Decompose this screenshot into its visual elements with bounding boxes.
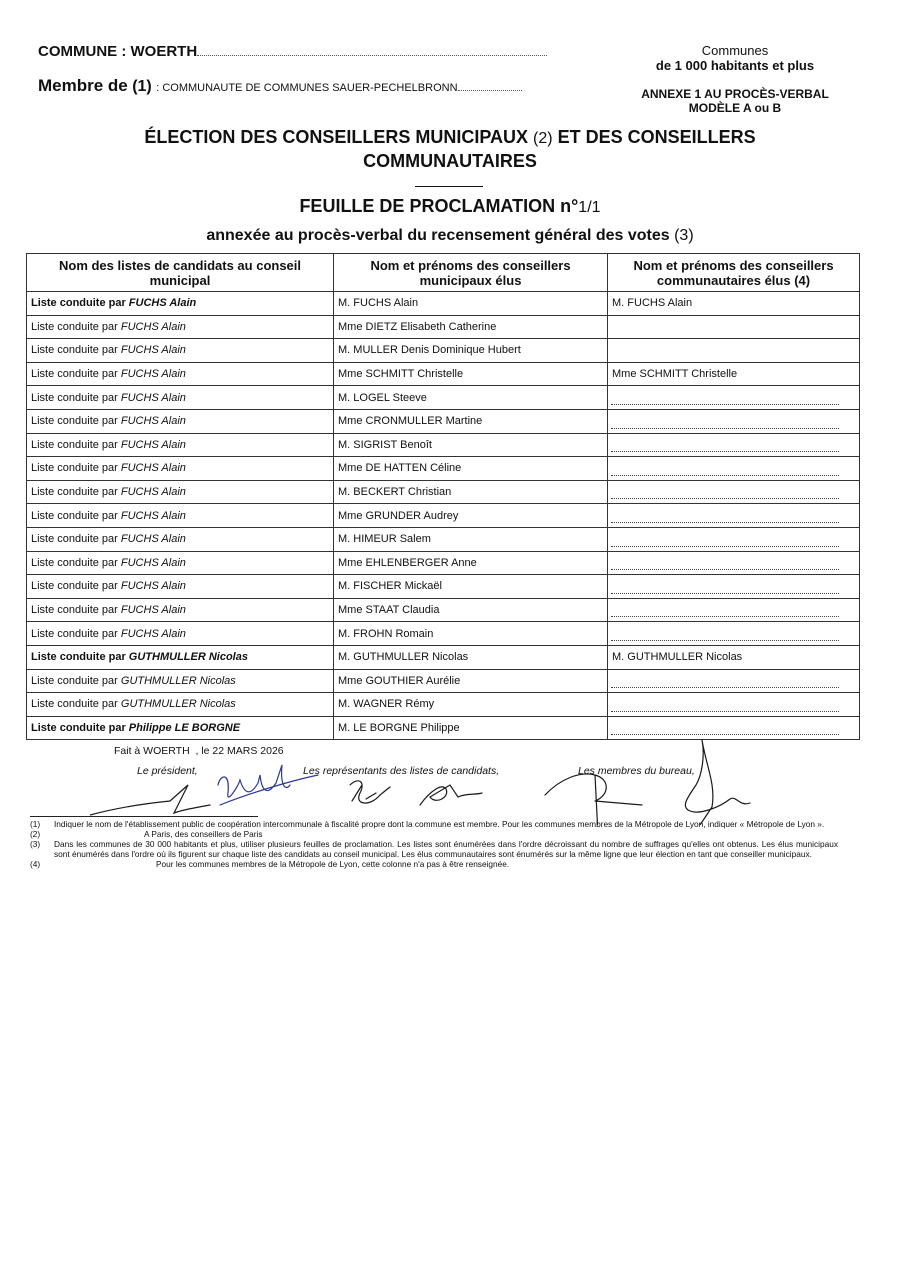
representants-label: Les représentants des listes de candidats, <box>303 765 500 777</box>
empty-dotted-line <box>611 711 839 712</box>
conseiller-communautaire-cell: M. GUTHMULLER Nicolas <box>608 645 860 669</box>
table-row <box>27 433 860 457</box>
list-prefix: Liste conduite par <box>31 533 121 546</box>
table-row <box>27 457 860 481</box>
footnote-number: (3) <box>30 839 41 849</box>
feuille-title <box>60 196 840 217</box>
conseiller-municipal-cell: Mme GRUNDER Audrey <box>334 504 608 528</box>
list-prefix: Liste conduite par <box>31 721 129 734</box>
membres-label: Les membres du bureau, <box>578 765 695 777</box>
list-leader: GUTHMULLER Nicolas <box>120 698 236 711</box>
conseiller-communautaire-cell <box>608 551 860 575</box>
list-name-cell <box>27 693 334 717</box>
table-row <box>27 315 860 339</box>
header-communautaires: Nom et prénoms des conseillers communautaires élus (4) <box>608 254 860 292</box>
conseiller-municipal-cell: Mme DE HATTEN Céline <box>334 457 608 481</box>
conseiller-communautaire-cell: M. FUCHS Alain <box>608 292 860 316</box>
table-row <box>27 669 860 693</box>
list-prefix: Liste conduite par <box>31 604 121 617</box>
footnote-number: (2) <box>30 829 41 839</box>
fait-place: Fait à WOERTH <box>114 745 190 757</box>
conseiller-municipal-cell: M. WAGNER Rémy <box>334 693 608 717</box>
list-leader: GUTHMULLER Nicolas <box>128 651 248 664</box>
list-leader: FUCHS Alain <box>120 486 186 499</box>
footnotes <box>30 819 838 869</box>
list-prefix: Liste conduite par <box>31 627 121 640</box>
table-header-row <box>27 254 860 292</box>
conseiller-municipal-cell: M. HIMEUR Salem <box>334 527 608 551</box>
empty-dotted-line <box>611 687 839 688</box>
list-prefix: Liste conduite par <box>31 320 121 333</box>
conseiller-municipal-cell: M. FUCHS Alain <box>334 292 608 316</box>
title-ref: (2) <box>533 130 553 147</box>
list-leader: FUCHS Alain <box>120 533 186 546</box>
list-leader: Philippe LE BORGNE <box>128 721 241 734</box>
commune-line <box>38 43 547 60</box>
list-leader: FUCHS Alain <box>120 462 186 475</box>
conseiller-municipal-cell: Mme CRONMULLER Martine <box>334 409 608 433</box>
conseiller-communautaire-cell <box>608 457 860 481</box>
membre-line <box>38 76 522 96</box>
table-row <box>27 551 860 575</box>
list-leader: FUCHS Alain <box>120 556 186 569</box>
conseiller-communautaire-cell: Mme SCHMITT Christelle <box>608 362 860 386</box>
conseiller-municipal-cell: M. SIGRIST Benoît <box>334 433 608 457</box>
commune-dots <box>197 43 547 56</box>
list-name-cell <box>27 645 334 669</box>
list-name-cell <box>27 339 334 363</box>
annexe-line2: MODÈLE A ou B <box>688 101 782 113</box>
conseiller-communautaire-cell <box>608 693 860 717</box>
table-row <box>27 622 860 646</box>
list-leader: FUCHS Alain <box>120 580 186 593</box>
table-row <box>27 362 860 386</box>
list-leader: FUCHS Alain <box>120 344 186 357</box>
table-row <box>27 504 860 528</box>
list-leader: FUCHS Alain <box>120 509 186 522</box>
empty-dotted-line <box>611 616 839 617</box>
footnote <box>30 839 838 859</box>
signature-representant-1 <box>350 781 390 803</box>
president-label: Le président, <box>137 765 198 777</box>
list-prefix: Liste conduite par <box>31 580 121 593</box>
list-leader: FUCHS Alain <box>120 627 186 640</box>
list-name-cell <box>27 457 334 481</box>
table-row <box>27 575 860 599</box>
footnote-text: Dans les communes de 30 000 habitants et plus, utiliser plusieurs feuilles de proclamation. Les listes sont énumérées dans l'ordre décroissant du nombre de suffrages qu'elles ont obtenus. Les élus municipaux sont énumérés dans l'ordre où ils figurent sur chaque liste des candidats au conseil municipal. Les élus communautaires sont énumérés sur la même ligne que leur élection en tant que conseiller municipaux. <box>54 839 838 859</box>
list-prefix: Liste conduite par <box>31 556 121 569</box>
communes-line2: de 1 000 habitants et plus <box>655 58 815 73</box>
table-row <box>27 645 860 669</box>
membre-label: Membre de <box>38 76 128 95</box>
feuille-label: FEUILLE DE PROCLAMATION n° <box>299 196 579 216</box>
list-prefix: Liste conduite par <box>31 486 121 499</box>
list-prefix: Liste conduite par <box>31 674 121 687</box>
conseiller-municipal-cell: Mme GOUTHIER Aurélie <box>334 669 608 693</box>
commune-value: : WOERTH <box>121 43 198 60</box>
list-name-cell <box>27 575 334 599</box>
empty-dotted-line <box>611 404 839 405</box>
list-prefix: Liste conduite par <box>31 344 121 357</box>
signature-blue <box>218 765 318 805</box>
signature-bureau-2 <box>685 740 750 825</box>
empty-dotted-line <box>611 569 839 570</box>
title-divider <box>415 186 483 187</box>
conseiller-communautaire-cell <box>608 575 860 599</box>
table-row <box>27 527 860 551</box>
empty-dotted-line <box>611 451 839 452</box>
empty-dotted-line <box>611 546 839 547</box>
conseiller-municipal-cell: M. BECKERT Christian <box>334 480 608 504</box>
empty-dotted-line <box>611 498 839 499</box>
list-name-cell <box>27 598 334 622</box>
list-name-cell <box>27 669 334 693</box>
list-name-cell <box>27 480 334 504</box>
list-prefix: Liste conduite par <box>31 651 129 664</box>
table-row <box>27 598 860 622</box>
conseiller-communautaire-cell <box>608 339 860 363</box>
table-row <box>27 693 860 717</box>
list-name-cell <box>27 551 334 575</box>
list-prefix: Liste conduite par <box>31 391 121 404</box>
list-name-cell <box>27 315 334 339</box>
title-part1: ÉLECTION DES CONSEILLERS MUNICIPAUX <box>144 127 529 147</box>
list-prefix: Liste conduite par <box>31 415 121 428</box>
list-name-cell <box>27 433 334 457</box>
empty-dotted-line <box>611 593 839 594</box>
list-name-cell <box>27 409 334 433</box>
communes-line1: Communes <box>701 43 769 58</box>
footnote <box>30 829 838 839</box>
footnote <box>30 819 838 829</box>
conseiller-communautaire-cell <box>608 480 860 504</box>
table-row <box>27 480 860 504</box>
conseiller-municipal-cell: Mme EHLENBERGER Anne <box>334 551 608 575</box>
footnote-text: Pour les communes membres de la Métropole de Lyon, cette colonne n'a pas à être renseignée. <box>156 859 510 869</box>
list-leader: FUCHS Alain <box>120 415 186 428</box>
membre-ref: (1) <box>132 78 152 95</box>
annexee-subtitle <box>60 227 840 245</box>
notes-divider <box>30 816 258 817</box>
conseiller-communautaire-cell <box>608 527 860 551</box>
empty-dotted-line <box>611 640 839 641</box>
conseiller-municipal-cell: M. MULLER Denis Dominique Hubert <box>334 339 608 363</box>
empty-dotted-line <box>611 428 839 429</box>
list-prefix: Liste conduite par <box>31 462 121 475</box>
footnote-number: (1) <box>30 819 41 829</box>
signatures <box>90 735 770 825</box>
list-leader: FUCHS Alain <box>120 368 186 381</box>
signature-bureau-1 <box>545 774 642 825</box>
list-leader: FUCHS Alain <box>120 320 186 333</box>
conseiller-communautaire-cell <box>608 622 860 646</box>
footnote-text: A Paris, des conseillers de Paris <box>144 829 263 839</box>
conseiller-communautaire-cell <box>608 386 860 410</box>
conseiller-municipal-cell: M. FISCHER Mickaël <box>334 575 608 599</box>
table-row <box>27 292 860 316</box>
fait-date: , le 22 MARS 2026 <box>195 745 284 757</box>
title-part2: ET DES CONSEILLERS COMMUNAUTAIRES <box>363 127 756 171</box>
signature-representant-2 <box>420 785 482 805</box>
list-leader: FUCHS Alain <box>120 391 186 404</box>
conseiller-municipal-cell: Mme DIETZ Elisabeth Catherine <box>334 315 608 339</box>
list-leader: GUTHMULLER Nicolas <box>120 674 236 687</box>
annexe-line1: ANNEXE 1 AU PROCÈS-VERBAL <box>641 87 829 101</box>
empty-dotted-line <box>611 475 839 476</box>
membre-value: : COMMUNAUTE DE COMMUNES SAUER-PECHELBRONN <box>156 82 458 94</box>
page-title <box>60 126 840 172</box>
membre-dots <box>458 80 522 91</box>
feuille-number: 1/1 <box>578 199 601 216</box>
table-row <box>27 409 860 433</box>
conseiller-municipal-cell: M. LE BORGNE Philippe <box>334 716 608 740</box>
list-prefix: Liste conduite par <box>31 509 121 522</box>
conseiller-municipal-cell: M. FROHN Romain <box>334 622 608 646</box>
empty-dotted-line <box>611 522 839 523</box>
list-name-cell <box>27 386 334 410</box>
conseiller-communautaire-cell <box>608 504 860 528</box>
conseiller-communautaire-cell <box>608 669 860 693</box>
conseiller-communautaire-cell <box>608 598 860 622</box>
table-row <box>27 339 860 363</box>
list-name-cell <box>27 362 334 386</box>
footnote-number: (4) <box>30 859 41 869</box>
list-leader: FUCHS Alain <box>120 604 186 617</box>
commune-label: COMMUNE <box>38 43 118 60</box>
conseiller-municipal-cell: M. LOGEL Steeve <box>334 386 608 410</box>
list-name-cell <box>27 527 334 551</box>
list-name-cell <box>27 622 334 646</box>
list-prefix: Liste conduite par <box>31 297 129 310</box>
list-name-cell <box>27 504 334 528</box>
table-row <box>27 386 860 410</box>
annexee-text: annexée au procès-verbal du recensement général des votes <box>206 227 670 244</box>
signature-president <box>90 785 210 815</box>
list-leader: FUCHS Alain <box>120 438 186 451</box>
annexe-label <box>610 87 860 113</box>
header-municipaux: Nom et prénoms des conseillers municipaux élus <box>334 254 608 292</box>
conseiller-communautaire-cell <box>608 433 860 457</box>
header-listes: Nom des listes de candidats au conseil municipal <box>27 254 334 292</box>
conseiller-municipal-cell: Mme SCHMITT Christelle <box>334 362 608 386</box>
list-leader: FUCHS Alain <box>128 297 197 310</box>
conseiller-communautaire-cell <box>608 315 860 339</box>
conseiller-municipal-cell: M. GUTHMULLER Nicolas <box>334 645 608 669</box>
list-name-cell <box>27 292 334 316</box>
communes-category <box>610 43 860 73</box>
conseiller-communautaire-cell <box>608 409 860 433</box>
list-prefix: Liste conduite par <box>31 368 121 381</box>
conseiller-municipal-cell: Mme STAAT Claudia <box>334 598 608 622</box>
proclamation-table <box>26 253 860 740</box>
list-prefix: Liste conduite par <box>31 698 121 711</box>
footnote <box>30 859 838 869</box>
annexee-ref: (3) <box>674 227 694 244</box>
list-prefix: Liste conduite par <box>31 438 121 451</box>
footnote-text: Indiquer le nom de l'établissement public de coopération intercommunale à fiscalité propre dont la commune est membre. Pour les communes membres de la Métropole de Lyon, indiquer « Métropole de Lyon ». <box>54 819 825 829</box>
